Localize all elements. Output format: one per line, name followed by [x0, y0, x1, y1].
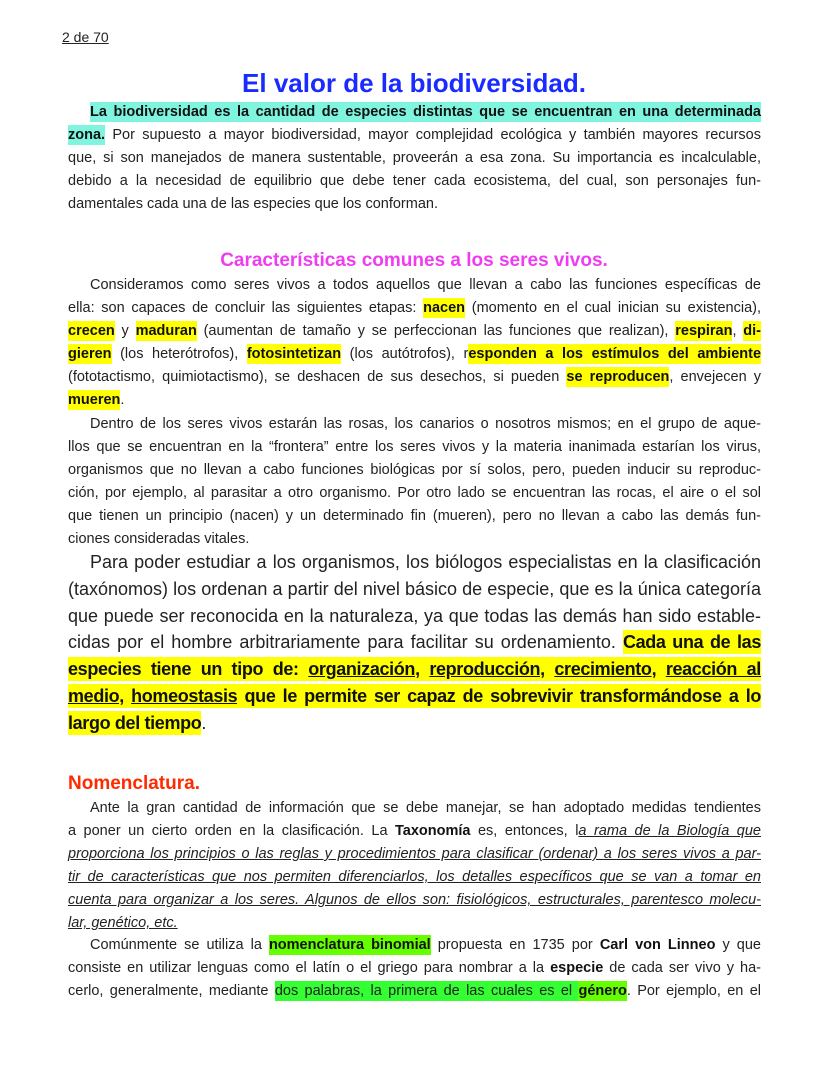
highlighted-text: reproducción	[429, 659, 541, 680]
text-line	[68, 797, 761, 820]
text-line	[68, 459, 761, 482]
page-number: 2 de 70	[62, 29, 109, 45]
highlighted-text: especies tiene un tipo de:	[68, 659, 309, 680]
highlighted-text: La biodiversidad es la cantidad de especies distintas que se encuentran en una determinada	[90, 104, 761, 120]
bold-text: Carl von Linneo	[599, 937, 716, 953]
highlighted-text: se reproducen	[566, 369, 670, 385]
text-line	[68, 710, 761, 737]
text-run: . Por ejemplo, en el	[626, 983, 761, 999]
underlined-text: tir de características que nos permiten diferenciarlos, los detalles específicos que se van a tomar en	[68, 869, 761, 885]
text-run: que puede ser reconocida en la naturaleza, ya que todas las demás han sido estable-	[68, 605, 761, 626]
text-line	[68, 320, 761, 343]
text-line	[68, 170, 761, 193]
text-line	[68, 912, 761, 935]
paragraph-binomial	[68, 934, 761, 1003]
text-run: cerlo, generalmente, mediante	[68, 983, 275, 999]
text-run: propuesta en 1735 por	[430, 937, 600, 953]
highlighted-text: respiran	[675, 323, 733, 339]
text-line	[68, 603, 761, 630]
text-run: cidas por el hombre arbitrariamente para facilitar su ordenamiento.	[68, 632, 623, 653]
highlighted-text: mueren	[68, 392, 121, 408]
text-line	[68, 866, 761, 889]
text-line	[68, 124, 761, 147]
text-line	[68, 683, 761, 710]
underlined-text: cuenta para organizar a los seres. Algunos de ellos son: fisiológicos, estructurales, parentesco molecu-	[68, 892, 761, 908]
text-run: ,	[732, 323, 744, 339]
text-run: llos que se encuentran en la “frontera” entre los seres vivos y la materia inanimada estarían los virus,	[68, 439, 761, 455]
text-run: (fototactismo, quimiotactismo), se deshacen de sus desechos, si pueden	[68, 369, 567, 385]
highlighted-text: crecimiento	[554, 659, 652, 680]
text-run: y que	[715, 937, 761, 953]
document-title: El valor de la biodiversidad.	[242, 68, 586, 98]
highlighted-text: largo del tiempo	[68, 712, 202, 733]
highlighted-text: ,	[651, 659, 666, 680]
paragraph-life-stages	[68, 274, 761, 412]
text-run: a poner un cierto orden en la clasificación. La	[68, 823, 396, 839]
underlined-text: proporciona los principios o las reglas y procedimientos para clasificar (ordenar) a los seres vivos a par-	[68, 846, 761, 862]
text-line	[68, 193, 761, 216]
highlighted-text: maduran	[135, 323, 197, 339]
text-run: Dentro de los seres vivos estarán las rosas, los canarios o nosotros mismos; en el grupo de aque-	[90, 416, 761, 432]
highlighted-text: organización	[308, 659, 416, 680]
highlighted-text: ,	[540, 659, 555, 680]
text-line	[68, 389, 761, 412]
text-line	[68, 889, 761, 912]
text-run: y	[114, 323, 136, 339]
text-run: (momento en el cual inician su existencia),	[465, 300, 761, 316]
text-run: Por supuesto a mayor biodiversidad, mayor complejidad ecológica y también mayores recursos	[105, 127, 761, 143]
text-line	[68, 147, 761, 170]
underlined-text: a rama de la Biología que	[578, 823, 762, 839]
highlighted-text: que le permite ser capaz de sobrevivir transformándose a lo	[237, 685, 761, 706]
text-line	[68, 629, 761, 656]
text-line	[68, 274, 761, 297]
text-line	[68, 843, 761, 866]
text-run: damentales cada una de las especies que los conforman.	[68, 196, 438, 212]
text-run: ciones consideradas vitales.	[68, 531, 250, 547]
text-run: (los heterótrofos),	[111, 346, 247, 362]
highlighted-text: zona.	[68, 127, 106, 143]
highlighted-text: nomenclatura binomial	[268, 937, 431, 953]
text-line	[68, 505, 761, 528]
text-line	[68, 549, 761, 576]
heading-nomenclature: Nomenclatura.	[68, 773, 200, 794]
highlighted-text: di-	[743, 323, 761, 339]
highlighted-text: homeostasis	[131, 685, 238, 706]
text-line	[68, 343, 761, 366]
paragraph-biodiversity-definition	[68, 101, 761, 216]
text-run: consiste en utilizar lenguas como el latín o el griego para nombrar a la	[68, 960, 551, 976]
text-run: (aumentan de tamaño y se perfeccionan las funciones que realizan),	[196, 323, 676, 339]
text-line	[68, 297, 761, 320]
highlighted-text: dos palabras, la primera de las cuales es el	[274, 983, 579, 999]
highlighted-text: ,	[119, 685, 132, 706]
text-run: ella: son capaces de concluir las siguientes etapas:	[68, 300, 424, 316]
highlighted-text: género	[578, 983, 627, 999]
text-run: que tienen un principio (nacen) y un determinado fin (mueren), pero no llevan a cabo las demás fun-	[68, 508, 761, 524]
paragraph-frontier	[68, 413, 761, 551]
paragraph-taxonomists	[68, 549, 761, 737]
highlighted-text: gieren	[68, 346, 112, 362]
bold-text: Taxonomía	[395, 823, 471, 839]
text-run: .	[201, 712, 207, 733]
text-line	[68, 820, 761, 843]
text-line	[68, 656, 761, 683]
text-run: (los autótrofos), r	[341, 346, 469, 362]
text-run: Consideramos como seres vivos a todos aquellos que llevan a cabo las funciones específicas de	[90, 277, 761, 293]
text-run: debido a la necesidad de equilibrio que debe tener cada ecosistema, del cual, son personajes fun-	[68, 173, 761, 189]
text-run: (taxónomos) los ordenan a partir del nivel básico de especie, que es la única categoría	[68, 578, 761, 599]
highlighted-text: esponden a los estímulos del ambiente	[468, 346, 762, 362]
highlighted-text: reacción al	[665, 659, 761, 680]
text-run: organismos que no llevan a cabo funciones biológicas por sí solos, pero, pueden inducir su reproduc-	[68, 462, 761, 478]
text-line	[68, 436, 761, 459]
text-run: Ante la gran cantidad de información que se debe manejar, se han adoptado medidas tendientes	[90, 800, 761, 816]
text-line	[68, 413, 761, 436]
highlighted-text: medio	[68, 685, 120, 706]
text-line	[68, 980, 761, 1003]
highlighted-text: ,	[415, 659, 430, 680]
text-run: que, si son manejados de manera sustentable, proveerán a esa zona. Su importancia es incalculable,	[68, 150, 761, 166]
text-run: Para poder estudiar a los organismos, los biólogos especialistas en la clasificación	[90, 552, 761, 572]
text-run: .	[120, 392, 125, 408]
text-run: de cada ser vivo y ha-	[603, 960, 761, 976]
text-run: , envejecen y	[669, 369, 761, 385]
text-line	[68, 366, 761, 389]
text-line	[68, 934, 761, 957]
text-run: es, entonces, l	[470, 823, 579, 839]
text-run: ción, por ejemplo, al parasitar a otro organismo. Por otro lado se encuentran las rocas, el aire o el sol	[68, 485, 761, 501]
text-run: Comúnmente se utiliza la	[90, 937, 269, 953]
heading-characteristics: Características comunes a los seres vivos.	[220, 250, 608, 271]
highlighted-text: crecen	[68, 323, 115, 339]
underlined-text: lar, genético, etc.	[68, 915, 178, 931]
text-line	[68, 528, 761, 551]
highlighted-text: Cada una de las	[622, 632, 761, 653]
text-line	[68, 957, 761, 980]
paragraph-taxonomy	[68, 797, 761, 935]
text-line	[68, 482, 761, 505]
highlighted-text: fotosintetizan	[246, 346, 342, 362]
text-line	[68, 576, 761, 603]
text-line	[68, 101, 761, 124]
highlighted-text: nacen	[423, 300, 466, 316]
bold-text: especie	[550, 960, 604, 976]
